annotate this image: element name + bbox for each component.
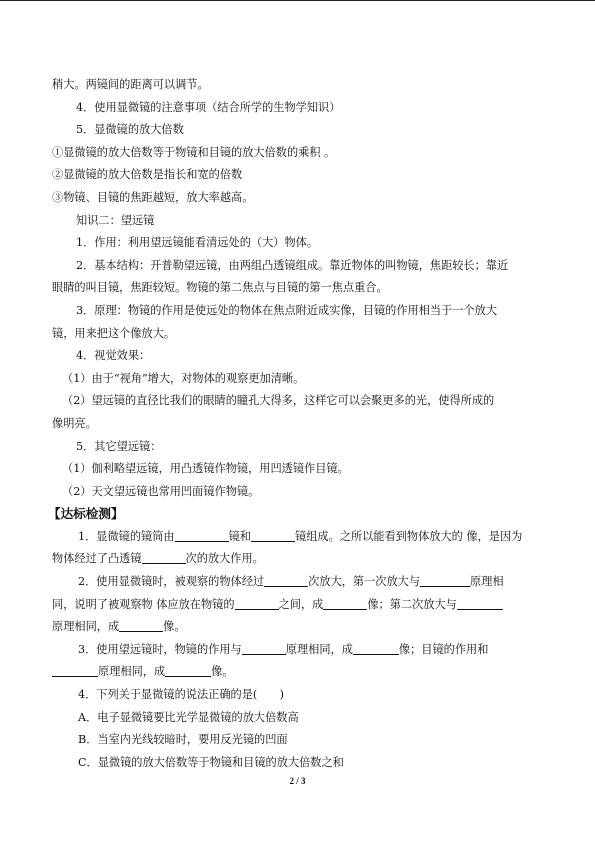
question-3: 3．使用望远镜时，物镜的作用与 原理相同，成 像；目镜的作用和	[78, 642, 489, 656]
text-line: 1．作用：利用望远镜能看清远处的（大）物体。	[76, 236, 319, 250]
question-2-cont: 原理相同，成 像。	[52, 620, 186, 634]
text-line: ①显微镜的放大倍数等于物镜和目镜的放大倍数的乘积 。	[52, 145, 336, 159]
knowledge-heading: 知识二：望远镜	[76, 213, 155, 227]
text-line: ③物镜、目镜的焦距越短，放大率越高。	[52, 190, 254, 204]
text-line: （1）伽利略望远镜，用凸透镜作物镜，用凹透镜作目镜。	[62, 462, 349, 476]
text-line: 4．使用显微镜的注意事项（结合所学的生物学知识）	[76, 100, 341, 114]
text-line: 2．基本结构：开普勒望远镜，由两组凸透镜组成。靠近物体的叫物镜，焦距较长；靠近	[76, 258, 509, 272]
answer-blank[interactable]	[175, 528, 229, 542]
text-line: （1）由于“视角”增大，对物体的观察更加清晰。	[62, 371, 305, 385]
text-line: 5．其它望远镜：	[76, 439, 162, 453]
text-line: 3．原理：物镜的作用是使远处的物体在焦点附近成实像，目镜的作用相当于一个放大	[76, 303, 498, 317]
top-rule	[0, 0, 595, 1]
answer-blank[interactable]	[420, 573, 470, 587]
text-line: 镜，用来把这个像放大。	[52, 326, 176, 340]
answer-blank[interactable]	[142, 550, 186, 564]
text-line: 像明亮。	[52, 416, 97, 430]
document-body	[48, 74, 544, 774]
question-1-cont: 物体经过了凸透镜 次的放大作用。	[52, 552, 264, 566]
question-2-cont: 同，说明了被观察物 体应放在物镜的 之间，成 像；第二次放大与	[52, 594, 544, 617]
answer-blank[interactable]	[52, 663, 98, 677]
answer-blank[interactable]	[235, 596, 279, 610]
text-line: ②显微镜的放大倍数是指长和宽的倍数	[52, 168, 243, 182]
answer-blank[interactable]	[242, 641, 286, 655]
question-3-cont: 原理相同，成 像。	[52, 661, 544, 684]
text-line: （2）望远镜的直径比我们的眼睛的瞳孔大得多，这样它可以会聚更多的光，使得所成的	[62, 394, 495, 408]
question-4: 4．下列关于显微镜的说法正确的是( )	[78, 688, 285, 702]
answer-blank[interactable]	[119, 618, 163, 632]
question-2: 2．使用显微镜时，被观察的物体经过 次放大，第一次放大与 原理相	[78, 575, 504, 589]
text-line: 稍大。两镜间的距离可以调节。	[52, 78, 209, 91]
option-a[interactable]: A．电子显微镜要比光学显微镜的放大倍数高	[78, 710, 299, 724]
option-c[interactable]: C．显微镜的放大倍数等于物镜和目镜的放大倍数之和	[78, 755, 344, 769]
answer-blank[interactable]	[264, 573, 308, 587]
option-b[interactable]: B．当室内光线较暗时，要用反光镜的凹面	[78, 733, 288, 747]
answer-blank[interactable]	[251, 528, 295, 542]
answer-blank[interactable]	[165, 663, 211, 677]
question-1: 1．显微镜的镜筒由 镜和 镜组成。之所以能看到物体放大的 像，是因为	[78, 529, 523, 543]
text-line: 眼睛的叫目镜，焦距较短。物镜的第二焦点与目镜的第一焦点重合。	[52, 281, 388, 295]
section-heading: 【达标检测】	[48, 506, 124, 522]
answer-blank[interactable]	[323, 596, 367, 610]
text-line: （2）天文望远镜也常用凹面镜作物镜。	[62, 484, 260, 498]
page-number: 2 / 3	[289, 776, 306, 786]
text-line: 4．视觉效果：	[76, 349, 151, 363]
text-line: 5．显微镜的放大倍数	[76, 123, 184, 137]
answer-blank[interactable]	[353, 641, 399, 655]
answer-blank[interactable]	[457, 596, 503, 610]
